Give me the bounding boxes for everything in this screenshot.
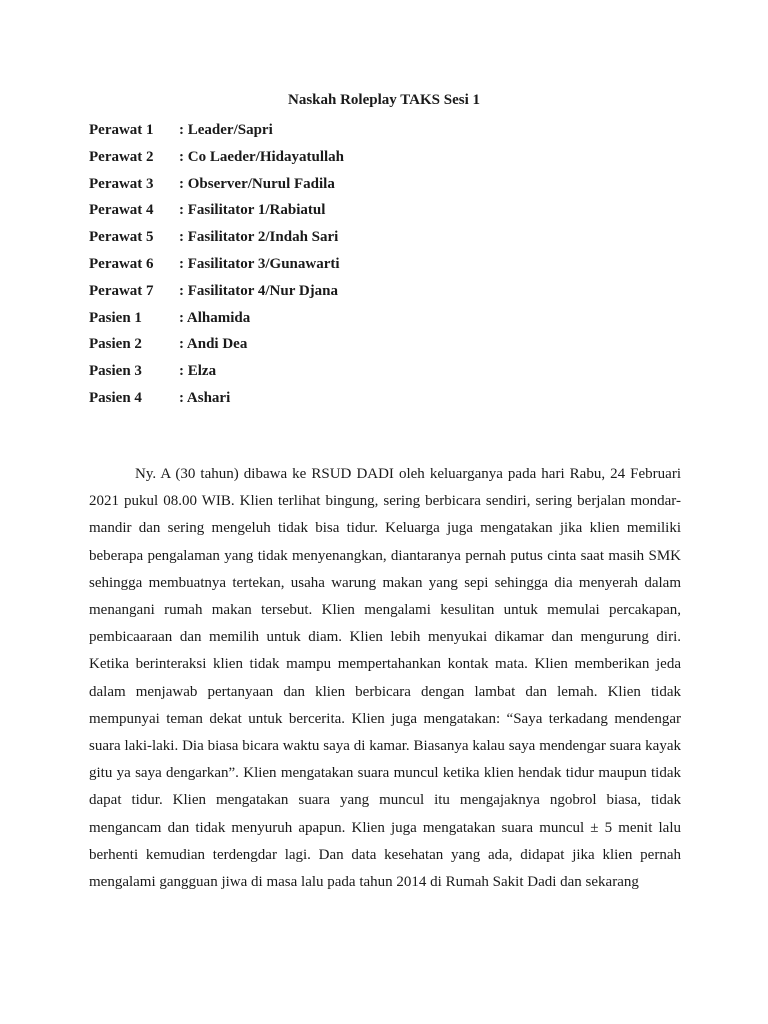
roster-name: : Fasilitator 1/Rabiatul	[179, 202, 326, 219]
roster-role: Pasien 1	[89, 309, 142, 326]
roster-name: : Ashari	[179, 389, 231, 406]
roster-row	[89, 281, 689, 308]
roster-name: : Fasilitator 4/Nur Djana	[179, 282, 339, 299]
roster-row	[89, 227, 689, 254]
roster-role: Pasien 2	[89, 336, 142, 353]
roster-role: Perawat 3	[89, 175, 154, 192]
roster-role: Perawat 4	[89, 202, 154, 219]
roster-role: Perawat 1	[89, 122, 154, 138]
case-paragraph: Ny. A (30 tahun) dibawa ke RSUD DADI oleh keluarganya pada hari Rabu, 24 Februari 2021 pukul 08.00 WIB. Klien terlihat bingung, sering berbicara sendiri, sering berjalan mondar-mandir dan sering mengeluh tidak bisa tidur. Keluarga juga mengatakan jika klien memiliki beberapa pengalaman yang tidak menyenangkan, diantaranya pernah putus cinta saat masih SMK sehingga membuatnya tertekan, usaha warung makan yang sepi sehingga dia menyerah dalam menangani rumah makan tersebut. Klien mengalami kesulitan untuk memulai percakapan, pembicaaraan dan memilih untuk diam. Klien lebih menyukai dikamar dan mengurung diri. Ketika berinteraksi klien tidak mampu mempertahankan kontak mata. Klien memberikan jeda dalam menjawab pertanyaan dan klien berbicara dengan lambat dan lemah. Klien tidak mempunyai teman dekat untuk bercerita. Klien juga mengatakan: “Saya terkadang mendengar suara laki-laki. Dia biasa bicara waktu saya di kamar. Biasanya kalau saya mendengar suara kayak gitu ya saya dengarkan”. Klien mengatakan suara muncul ketika klien hendak tidur maupun tidak dapat tidur. Klien mengatakan suara yang muncul itu mengajaknya ngobrol biasa, tidak mengancam dan tidak menyuruh apapun. Klien juga mengatakan suara muncul ± 5 menit lalu berhenti kemudian terdengdar lagi. Dan data kesehatan yang ada, didapat jika klien pernah mengalami gangguan jiwa di masa lalu pada tahun 2014 di Rumah Sakit Dadi dan sekarang	[89, 466, 681, 891]
roster-name: : Co Laeder/Hidayatullah	[179, 148, 345, 165]
roster-row	[89, 174, 689, 201]
roster-role: Perawat 6	[89, 255, 154, 272]
roster-row	[89, 388, 689, 415]
roster-name: : Andi Dea	[179, 336, 248, 353]
roster-name: : Alhamida	[179, 309, 251, 326]
roster-row	[89, 200, 689, 227]
roster-role: Pasien 4	[89, 389, 142, 406]
roster-role: Pasien 3	[89, 363, 142, 380]
roster-role: Perawat 2	[89, 148, 154, 165]
roster-row	[89, 361, 689, 388]
roster-role: Perawat 7	[89, 282, 154, 299]
roster-name: : Fasilitator 2/Indah Sari	[179, 229, 339, 246]
roster-name: : Fasilitator 3/Gunawarti	[179, 255, 340, 272]
roster-list	[89, 120, 689, 415]
roster-name: : Observer/Nurul Fadila	[179, 175, 335, 192]
roster-row	[89, 308, 689, 335]
roster-name: : Elza	[179, 363, 217, 380]
roster-row	[89, 334, 689, 361]
roster-row	[89, 254, 689, 281]
roster-row	[89, 147, 689, 174]
roster-row	[89, 120, 689, 147]
roster-name: : Leader/Sapri	[179, 122, 273, 138]
document-title: Naskah Roleplay TAKS Sesi 1	[288, 92, 480, 108]
roster-role: Perawat 5	[89, 229, 154, 246]
